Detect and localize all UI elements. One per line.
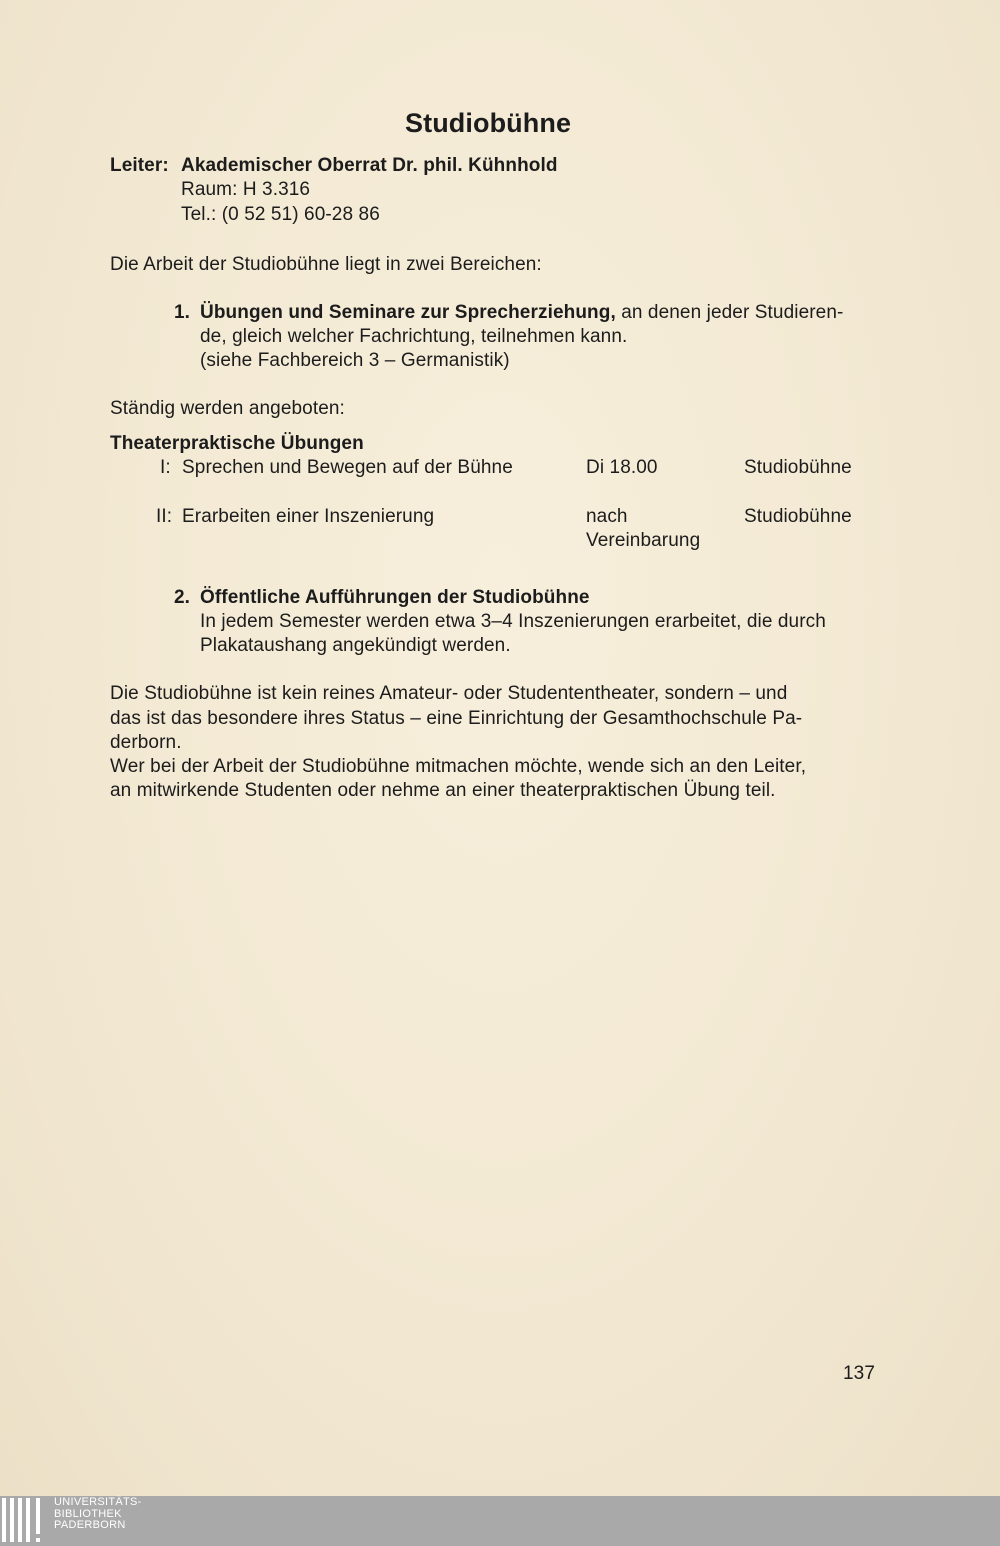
section2-number: 2. — [174, 587, 191, 608]
uebung-row-2-title: Erarbeiten einer Inszenierung — [182, 506, 435, 527]
closing-line-3: derborn. — [110, 732, 182, 753]
staendig-text: Ständig werden angeboten: — [110, 398, 345, 419]
uebung-row-1-num: I: — [160, 457, 171, 478]
closing-line-5: an mitwirkende Studenten oder nehme an einer theaterpraktischen Übung teil. — [110, 780, 776, 801]
section2-heading: Öffentliche Aufführungen der Studiobühne — [200, 587, 590, 608]
uebung-row-2-time-line2: Vereinbarung — [586, 530, 701, 551]
uebung-row-2-time: nach — [586, 506, 628, 527]
section1-heading: Übungen und Seminare zur Sprecherziehung, — [200, 302, 616, 323]
leiter-raum: Raum: H 3.316 — [181, 179, 311, 200]
section2-line1: In jedem Semester werden etwa 3–4 Inszenierungen erarbeitet, die durch — [200, 611, 826, 632]
library-logo-line-2: BIBLIOTHEK — [54, 1507, 122, 1520]
library-logo-text — [54, 1497, 142, 1532]
uebung-row-1-time: Di 18.00 — [586, 457, 658, 478]
library-logo-line-3: PADERBORN — [54, 1519, 126, 1531]
leiter-tel: Tel.: (0 52 51) 60-28 86 — [181, 204, 380, 225]
uebung-row-1-title: Sprechen und Bewegen auf der Bühne — [182, 457, 513, 478]
section1-line3: (siehe Fachbereich 3 – Germanistik) — [200, 350, 510, 371]
closing-line-1: Die Studiobühne ist kein reines Amateur- oder Studententheater, sondern – und — [110, 683, 788, 704]
section1-number: 1. — [174, 302, 191, 323]
section2-line2: Plakataushang angekündigt werden. — [200, 635, 511, 656]
closing-line-2: das ist das besondere ihres Status – eine Einrichtung der Gesamthochschule Pa- — [110, 708, 803, 729]
intro-text: Die Arbeit der Studiobühne liegt in zwei Bereichen: — [110, 254, 542, 275]
section1-line1 — [200, 301, 843, 325]
section1-rest: an denen jeder Studieren- — [615, 302, 844, 323]
uebung-row-1-place: Studiobühne — [744, 457, 852, 478]
leiter-name: Akademischer Oberrat Dr. phil. Kühnhold — [181, 155, 558, 176]
section1-line2: de, gleich welcher Fachrichtung, teilnehmen kann. — [200, 326, 628, 347]
closing-line-4: Wer bei der Arbeit der Studiobühne mitmachen möchte, wende sich an den Leiter, — [110, 756, 807, 777]
page-number: 137 — [843, 1363, 876, 1384]
library-footer-bar — [0, 1496, 1000, 1546]
library-logo-line-1: UNIVERSITÄTS- — [54, 1496, 142, 1508]
leiter-label: Leiter: — [110, 155, 169, 176]
library-logo-icon — [2, 1498, 46, 1542]
page-title: Studiobühne — [405, 108, 572, 138]
uebungen-heading: Theaterpraktische Übungen — [110, 433, 364, 454]
uebung-row-2-num: II: — [156, 506, 173, 527]
uebung-row-2-place: Studiobühne — [744, 506, 852, 527]
